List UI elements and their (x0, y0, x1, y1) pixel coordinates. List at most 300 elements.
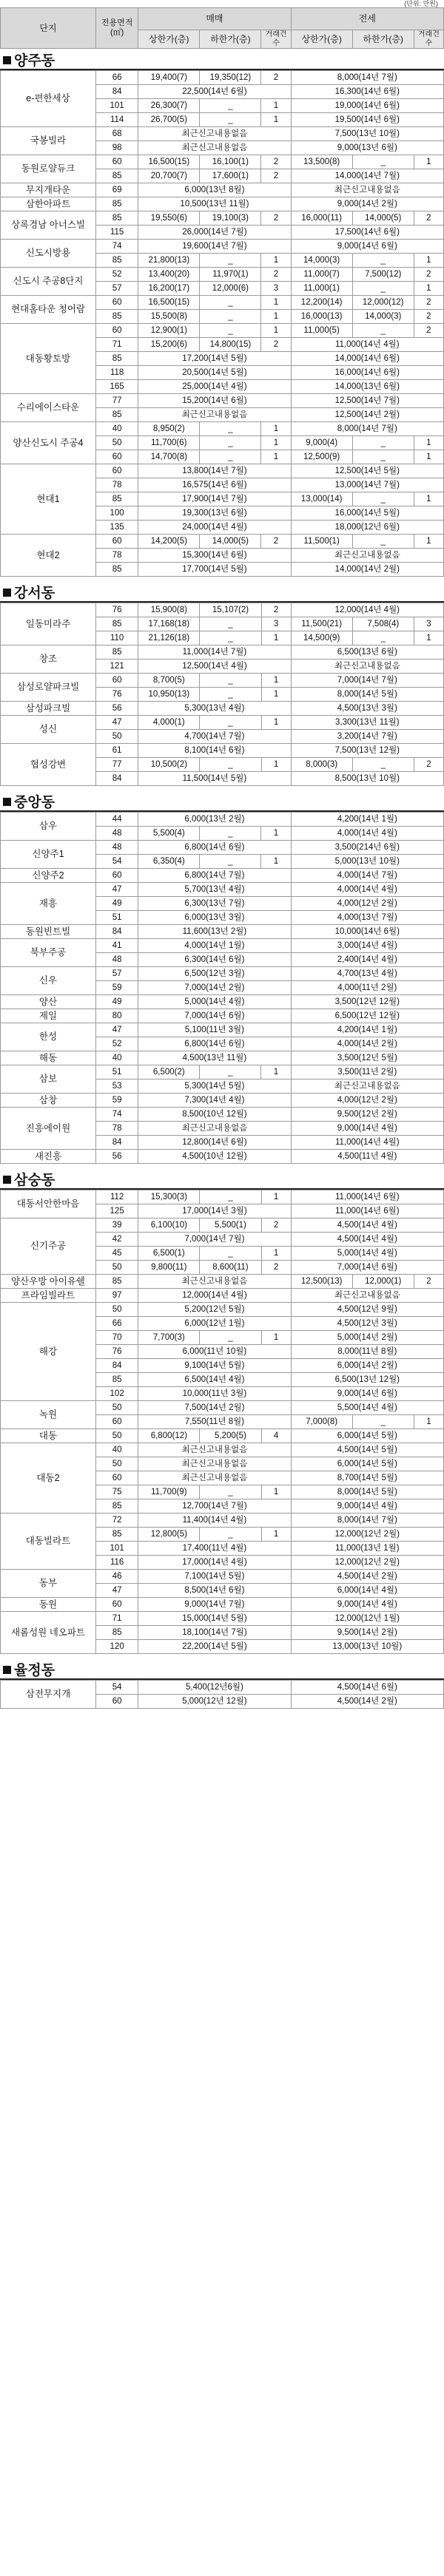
area-cell: 54 (95, 1681, 138, 1695)
complex-name: 창조 (1, 645, 96, 674)
table-row (1, 1401, 444, 1415)
area-cell: 85 (95, 617, 138, 631)
area-cell: 47 (95, 1584, 138, 1598)
jeonse-recent-price: 3,200(14년 7월) (291, 730, 443, 744)
area-cell: 84 (95, 85, 138, 99)
sale-high: 7,700(3) (138, 1331, 200, 1345)
sale-high: 6,500(2) (138, 1065, 200, 1079)
sale-high: 12,900(1) (138, 324, 200, 338)
sale-count: 1 (261, 99, 291, 113)
sale-recent-price: 6,300(13년 7월) (138, 897, 291, 911)
table-row (1, 183, 444, 197)
jeonse-recent-price: 12,500(14년 2월) (291, 408, 443, 422)
complex-name: 동원로얄듀크 (1, 155, 96, 183)
jeonse-high: 8,000(3) (291, 758, 352, 772)
sale-low: 11,970(1) (200, 268, 261, 282)
sale-count: 1 (261, 1247, 291, 1261)
region-name: 강서동 (14, 586, 56, 601)
jeonse-low: _ (352, 254, 414, 268)
sale-recent-price: 12,800(14년 6월) (138, 1136, 291, 1150)
sale-recent-price: 8,100(14년 6월) (138, 744, 291, 758)
area-cell: 39 (95, 1218, 138, 1233)
jeonse-recent-price: 12,500(14년 5월) (291, 464, 443, 478)
area-cell: 60 (95, 1695, 138, 1709)
jeonse-no-data: 최근신고내용없음 (291, 549, 443, 563)
sale-recent-price: 6,500(14년 4월) (138, 1373, 291, 1387)
area-cell: 47 (95, 1023, 138, 1037)
jeonse-recent-price: 6,500(12년 12월) (291, 1009, 443, 1023)
sale-recent-price: 6,000(11년 10월) (138, 1345, 291, 1359)
complex-name: 삼우 (1, 813, 96, 841)
sale-low: 16,100(1) (200, 155, 261, 169)
sale-count: 1 (261, 827, 291, 841)
complex-name: 프라임빌라트 (1, 1289, 96, 1303)
complex-name: 북부주공 (1, 939, 96, 967)
header-jeonse-count: 거래건수 (414, 30, 443, 49)
sale-recent-price: 17,000(14년 4월) (138, 1556, 291, 1570)
jeonse-recent-price: 6,500(13년 12월) (291, 1373, 443, 1387)
jeonse-recent-price: 18,000(12년 6월) (291, 521, 443, 535)
area-cell: 110 (95, 631, 138, 645)
area-cell: 101 (95, 1542, 138, 1556)
header-table (0, 7, 444, 49)
area-cell: 52 (95, 1037, 138, 1051)
complex-name: 신양주2 (1, 869, 96, 883)
table-row (1, 394, 444, 408)
sale-recent-price: 6,000(12년 1월) (138, 1317, 291, 1331)
sale-count: 2 (261, 155, 291, 169)
sale-count: 1 (261, 1065, 291, 1079)
complex-name: 양산신도시 주공4 (1, 422, 96, 464)
jeonse-recent-price: 6,000(14년 4월) (291, 1584, 443, 1598)
bullet-square-icon (3, 589, 11, 597)
sale-low: _ (200, 758, 261, 772)
jeonse-no-data: 최근신고내용없음 (291, 1079, 443, 1094)
jeonse-recent-price: 14,000(13년 6월) (291, 380, 443, 394)
jeonse-recent-price: 16,300(14년 6월) (291, 85, 443, 99)
area-cell: 47 (95, 883, 138, 897)
bullet-square-icon (3, 798, 11, 806)
sale-low: _ (200, 1485, 261, 1499)
area-cell: 60 (95, 296, 138, 310)
header-sale-low: 하한가(층) (200, 30, 261, 49)
jeonse-recent-price: 7,000(14년 7월) (291, 674, 443, 688)
sale-count: 2 (261, 1218, 291, 1233)
area-cell: 66 (95, 71, 138, 85)
sale-count: 1 (261, 422, 291, 436)
sale-low: _ (200, 674, 261, 688)
jeonse-count: 2 (414, 296, 443, 310)
jeonse-recent-price: 7,500(13년 10월) (291, 127, 443, 141)
area-cell: 100 (95, 506, 138, 521)
sale-high: 16,200(17) (138, 282, 200, 296)
jeonse-low: _ (352, 436, 414, 450)
jeonse-count: 2 (414, 268, 443, 282)
area-cell: 85 (95, 254, 138, 268)
area-cell: 54 (95, 855, 138, 869)
sale-low: _ (200, 827, 261, 841)
jeonse-recent-price: 14,000(14년 2월) (291, 563, 443, 577)
sale-recent-price: 7,300(14년 4월) (138, 1094, 291, 1108)
complex-name: 신우 (1, 967, 96, 995)
area-cell: 115 (95, 226, 138, 240)
jeonse-recent-price: 11,000(14년 4월) (291, 338, 443, 352)
jeonse-recent-price: 4,000(14년 4월) (291, 827, 443, 841)
jeonse-low: _ (352, 631, 414, 645)
jeonse-recent-price: 7,000(14년 6월) (291, 1261, 443, 1275)
table-row (1, 1681, 444, 1695)
sale-low: _ (200, 631, 261, 645)
area-cell: 44 (95, 813, 138, 827)
sale-recent-price: 6,000(13년 3월) (138, 911, 291, 925)
jeonse-recent-price: 4,500(14년 4월) (291, 1218, 443, 1233)
jeonse-count: 1 (414, 535, 443, 549)
region-heading (0, 581, 444, 603)
sale-count: 1 (261, 436, 291, 450)
sale-count: 2 (261, 338, 291, 352)
area-cell: 60 (95, 155, 138, 169)
sale-no-data: 최근신고내용없음 (138, 141, 291, 155)
sale-recent-price: 5,200(12년 5월) (138, 1303, 291, 1317)
jeonse-high: 11,000(7) (291, 268, 352, 282)
sale-high: 21,126(18) (138, 631, 200, 645)
table-row (1, 1612, 444, 1626)
area-cell: 56 (95, 702, 138, 716)
sale-count: 1 (261, 450, 291, 464)
sale-count: 1 (261, 855, 291, 869)
sale-high: 15,300(3) (138, 1190, 200, 1204)
sale-count: 3 (261, 617, 291, 631)
jeonse-recent-price: 10,000(14년 6월) (291, 925, 443, 939)
jeonse-recent-price: 11,000(13년 1월) (291, 1542, 443, 1556)
area-cell: 46 (95, 1570, 138, 1584)
sale-low: 19,350(12) (200, 71, 261, 85)
sale-recent-price: 12,700(14년 7월) (138, 1499, 291, 1514)
table-row (1, 535, 444, 549)
area-cell: 85 (95, 1275, 138, 1289)
sale-low: _ (200, 855, 261, 869)
jeonse-low: 12,000(1) (352, 1275, 414, 1289)
complex-name: 진흥에이원 (1, 1108, 96, 1150)
area-cell: 56 (95, 1150, 138, 1164)
sale-recent-price: 26,000(14년 7월) (138, 226, 291, 240)
sale-recent-price: 8,500(10년 12월) (138, 1108, 291, 1122)
table-row (1, 813, 444, 827)
sale-high: 20,700(7) (138, 169, 200, 183)
sale-recent-price: 6,800(14년 6월) (138, 1037, 291, 1051)
jeonse-low: 7,500(12) (352, 268, 414, 282)
area-cell: 71 (95, 338, 138, 352)
area-cell: 41 (95, 939, 138, 953)
complex-name: e-편한세상 (1, 71, 96, 127)
jeonse-recent-price: 11,000(14년 6월) (291, 1190, 443, 1204)
complex-name: 상록경남 아너스빌 (1, 211, 96, 240)
jeonse-recent-price: 16,000(14년 6월) (291, 366, 443, 380)
sale-recent-price: 7,550(11년 8월) (138, 1415, 291, 1429)
jeonse-recent-price: 4,000(12년 2월) (291, 897, 443, 911)
header-sale: 매매 (138, 8, 291, 30)
jeonse-recent-price: 9,000(14년 2월) (291, 197, 443, 211)
area-cell: 85 (95, 492, 138, 506)
table-row (1, 744, 444, 758)
area-cell: 78 (95, 1122, 138, 1136)
jeonse-count: 3 (414, 617, 443, 631)
jeonse-count: 1 (414, 1415, 443, 1429)
sale-recent-price: 6,300(14년 6월) (138, 953, 291, 967)
jeonse-high: 16,000(11) (291, 211, 352, 226)
complex-name: 해강 (1, 1303, 96, 1401)
area-cell: 84 (95, 772, 138, 786)
jeonse-low: _ (352, 535, 414, 549)
sale-count: 1 (261, 310, 291, 324)
area-cell: 78 (95, 478, 138, 492)
jeonse-recent-price: 2,400(14년 4월) (291, 953, 443, 967)
area-cell: 85 (95, 352, 138, 366)
jeonse-recent-price: 5,000(14년 4월) (291, 1247, 443, 1261)
table-row (1, 925, 444, 939)
jeonse-count: 2 (414, 1275, 443, 1289)
sale-recent-price: 4,500(10년 12월) (138, 1150, 291, 1164)
area-cell: 71 (95, 1612, 138, 1626)
jeonse-high: 12,200(14) (291, 296, 352, 310)
table-row (1, 1570, 444, 1584)
sale-count: 1 (261, 631, 291, 645)
sale-recent-price: 17,700(14년 5월) (138, 563, 291, 577)
sale-low: _ (200, 1528, 261, 1542)
jeonse-high: 14,000(3) (291, 254, 352, 268)
sale-low: _ (200, 1190, 261, 1204)
sale-recent-price: 7,000(14년 7월) (138, 1233, 291, 1247)
sale-count: 4 (261, 1429, 291, 1443)
area-cell: 60 (95, 464, 138, 478)
jeonse-high: 7,000(8) (291, 1415, 352, 1429)
area-cell: 114 (95, 113, 138, 127)
area-cell: 47 (95, 716, 138, 730)
area-cell: 125 (95, 1204, 138, 1218)
sale-low: _ (200, 296, 261, 310)
sale-high: 10,500(2) (138, 758, 200, 772)
area-cell: 60 (95, 1415, 138, 1429)
sale-count: 2 (261, 535, 291, 549)
jeonse-count: 2 (414, 758, 443, 772)
region-heading (0, 49, 444, 70)
sale-no-data: 최근신고내용없음 (138, 1443, 291, 1457)
jeonse-recent-price: 4,500(11년 4월) (291, 1150, 443, 1164)
complex-name: 동원빈트빌 (1, 925, 96, 939)
sale-low: _ (200, 254, 261, 268)
jeonse-high: 11,500(1) (291, 535, 352, 549)
jeonse-recent-price: 4,000(14년 2월) (291, 1037, 443, 1051)
sale-count: 1 (261, 758, 291, 772)
table-row (1, 841, 444, 855)
jeonse-recent-price: 9,500(14년 2월) (291, 1626, 443, 1640)
sale-recent-price: 22,500(14년 6월) (138, 85, 291, 99)
sale-recent-price: 9,000(14년 7월) (138, 1598, 291, 1612)
area-cell: 50 (95, 1303, 138, 1317)
table-row (1, 268, 444, 282)
sale-high: 4,000(1) (138, 716, 200, 730)
area-cell: 74 (95, 1108, 138, 1122)
complex-name: 대동황토방 (1, 324, 96, 394)
jeonse-recent-price: 17,500(14년 6월) (291, 226, 443, 240)
sale-count: 2 (261, 169, 291, 183)
sale-recent-price: 6,000(13년 8월) (138, 183, 291, 197)
sale-count: 2 (261, 603, 291, 617)
jeonse-low: 14,000(5) (352, 211, 414, 226)
complex-name: 무지개타운 (1, 183, 96, 197)
table-row (1, 211, 444, 226)
complex-name: 대동서안한마음 (1, 1190, 96, 1218)
area-cell: 74 (95, 240, 138, 254)
sale-recent-price: 11,000(14년 7월) (138, 645, 291, 660)
sale-recent-price: 7,000(14년 6월) (138, 1009, 291, 1023)
complex-name: 삼창 (1, 1094, 96, 1108)
sale-recent-price: 5,100(11년 3월) (138, 1023, 291, 1037)
area-cell: 85 (95, 408, 138, 422)
table-row (1, 702, 444, 716)
jeonse-high: 13,500(8) (291, 155, 352, 169)
table-row (1, 1598, 444, 1612)
jeonse-recent-price: 4,500(14년 5월) (291, 1443, 443, 1457)
area-cell: 77 (95, 758, 138, 772)
complex-name: 대동 (1, 1429, 96, 1443)
jeonse-recent-price: 9,000(14년 4월) (291, 1598, 443, 1612)
table-row (1, 422, 444, 436)
jeonse-no-data: 최근신고내용없음 (291, 183, 443, 197)
region-table (0, 603, 444, 786)
sale-low: 5,500(1) (200, 1218, 261, 1233)
sale-high: 21,800(13) (138, 254, 200, 268)
table-row (1, 240, 444, 254)
sale-low: _ (200, 324, 261, 338)
sale-recent-price: 20,500(14년 5월) (138, 366, 291, 380)
sale-no-data: 최근신고내용없음 (138, 408, 291, 422)
sale-high: 6,500(1) (138, 1247, 200, 1261)
area-cell: 102 (95, 1387, 138, 1401)
complex-name: 새진흥 (1, 1150, 96, 1164)
table-row (1, 1094, 444, 1108)
area-cell: 76 (95, 688, 138, 702)
table-row (1, 1009, 444, 1023)
jeonse-high: 12,500(9) (291, 450, 352, 464)
complex-name: 대동빌라트 (1, 1514, 96, 1570)
sale-high: 11,700(9) (138, 1485, 200, 1499)
sale-low: _ (200, 617, 261, 631)
jeonse-recent-price: 3,500(214년 6월) (291, 841, 443, 855)
table-row (1, 1275, 444, 1289)
area-cell: 52 (95, 268, 138, 282)
sale-recent-price: 15,200(14년 6월) (138, 394, 291, 408)
complex-name: 현대홈타운 청어람 (1, 296, 96, 324)
complex-name: 녹원 (1, 1401, 96, 1429)
sale-recent-price: 5,300(14년 5월) (138, 1079, 291, 1094)
jeonse-low: _ (352, 155, 414, 169)
sale-low: 12,000(6) (200, 282, 261, 296)
jeonse-recent-price: 8,000(14년 5월) (291, 1485, 443, 1499)
sale-recent-price: 6,000(13년 2월) (138, 813, 291, 827)
sale-low: 14,800(15) (200, 338, 261, 352)
area-cell: 85 (95, 211, 138, 226)
section-gap (0, 1709, 444, 1713)
sale-recent-price: 24,000(14년 4월) (138, 521, 291, 535)
area-cell: 45 (95, 1247, 138, 1261)
complex-name: 해동 (1, 1051, 96, 1065)
sale-count: 2 (261, 71, 291, 85)
area-cell: 60 (95, 535, 138, 549)
area-cell: 85 (95, 1528, 138, 1542)
jeonse-recent-price: 9,500(12년 2월) (291, 1108, 443, 1122)
sale-recent-price: 11,500(14년 5월) (138, 772, 291, 786)
area-cell: 85 (95, 1373, 138, 1387)
sale-recent-price: 7,500(14년 2월) (138, 1401, 291, 1415)
jeonse-recent-price: 8,000(14년 7월) (291, 422, 443, 436)
sale-low: _ (200, 688, 261, 702)
sale-recent-price: 6,800(14년 6월) (138, 841, 291, 855)
sale-high: 9,800(11) (138, 1261, 200, 1275)
jeonse-recent-price: 4,500(13년 3월) (291, 702, 443, 716)
jeonse-recent-price: 8,000(14년 7월) (291, 1514, 443, 1528)
jeonse-high: 13,000(14) (291, 492, 352, 506)
jeonse-recent-price: 4,000(12년 2월) (291, 1094, 443, 1108)
table-row (1, 967, 444, 981)
sale-recent-price: 4,700(14년 7월) (138, 730, 291, 744)
sale-recent-price: 6,500(12년 3월) (138, 967, 291, 981)
area-cell: 97 (95, 1289, 138, 1303)
sale-recent-price: 22,200(14년 5월) (138, 1640, 291, 1654)
jeonse-recent-price: 8,000(14년 7월) (291, 71, 443, 85)
sale-low: 14,000(5) (200, 535, 261, 549)
area-cell: 49 (95, 897, 138, 911)
sale-low: 17,600(1) (200, 169, 261, 183)
unit-note: (단위: 만원) (404, 0, 438, 7)
sale-recent-price: 9,100(14년 5월) (138, 1359, 291, 1373)
jeonse-low: 12,000(12) (352, 296, 414, 310)
area-cell: 40 (95, 422, 138, 436)
jeonse-recent-price: 12,000(12년 2월) (291, 1528, 443, 1542)
sale-recent-price: 19,300(13년 6월) (138, 506, 291, 521)
sale-recent-price: 25,000(14년 4월) (138, 380, 291, 394)
sale-recent-price: 17,900(14년 7월) (138, 492, 291, 506)
complex-name: 신기주공 (1, 1218, 96, 1275)
table-row (1, 1303, 444, 1317)
area-cell: 53 (95, 1079, 138, 1094)
complex-name: 신도시방용 (1, 240, 96, 268)
jeonse-recent-price: 7,500(13년 12월) (291, 744, 443, 758)
complex-name: 국봉빌라 (1, 127, 96, 155)
jeonse-recent-price: 3,000(14년 4월) (291, 939, 443, 953)
complex-name: 삼성로얄파크빌 (1, 674, 96, 702)
bullet-square-icon (3, 1176, 11, 1184)
jeonse-recent-price: 6,000(14년 2월) (291, 1359, 443, 1373)
jeonse-recent-price: 12,500(14년 7월) (291, 394, 443, 408)
jeonse-recent-price: 8,500(13년 10월) (291, 772, 443, 786)
sale-recent-price: 13,800(14년 7월) (138, 464, 291, 478)
area-cell: 75 (95, 1485, 138, 1499)
area-cell: 48 (95, 827, 138, 841)
region-name: 율정동 (14, 1663, 56, 1678)
table-row (1, 1150, 444, 1164)
table-row (1, 995, 444, 1009)
sale-high: 5,500(4) (138, 827, 200, 841)
jeonse-recent-price: 8,000(14년 5월) (291, 688, 443, 702)
complex-name: 협성강변 (1, 744, 96, 786)
sale-high: 10,950(13) (138, 688, 200, 702)
table-row (1, 674, 444, 688)
sale-count: 1 (261, 296, 291, 310)
bullet-square-icon (3, 1666, 11, 1674)
jeonse-recent-price: 3,500(12년 12월) (291, 995, 443, 1009)
sale-no-data: 최근신고내용없음 (138, 1457, 291, 1471)
